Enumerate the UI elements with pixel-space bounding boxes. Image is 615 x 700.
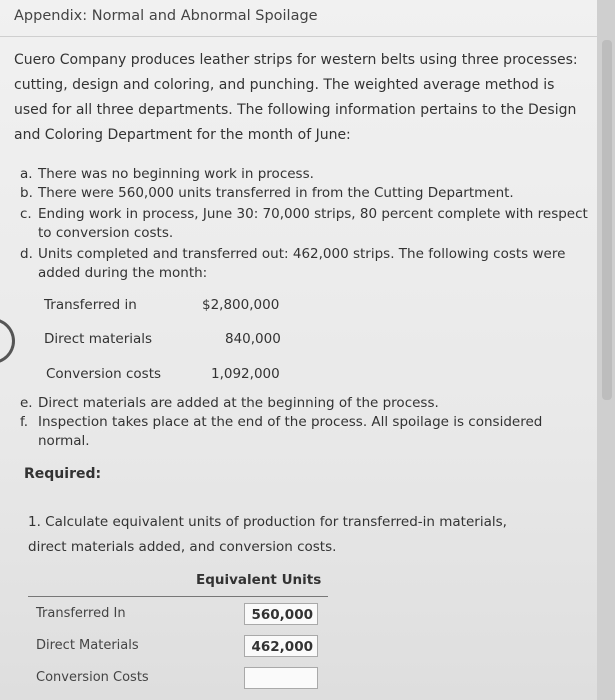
vertical-scrollbar[interactable] <box>597 0 615 700</box>
problem-intro: Cuero Company produces leather strips for western belts using three processes: cutting, design and coloring, and punching. The weighted average method is used for all three departments. The following information pertains to the Design and Coloring Department for the month of June: <box>14 52 578 143</box>
page-title: Appendix: Normal and Abnormal Spoilage <box>14 8 318 24</box>
eu-input-transferred-in[interactable] <box>244 603 318 625</box>
list-item-text: There was no beginning work in process. <box>38 166 314 182</box>
list-item-text: Units completed and transferred out: 462,000 strips. The following costs were added during the month: <box>38 246 566 281</box>
required-heading: Required: <box>24 466 102 482</box>
cost-value: $2,800,000 <box>202 297 280 313</box>
cost-label: Transferred in <box>44 297 137 313</box>
cost-row-conversion-costs <box>0 366 597 386</box>
equivalent-units-divider <box>28 596 328 597</box>
scrollbar-thumb[interactable] <box>602 40 612 400</box>
cost-row-transferred-in <box>0 297 597 317</box>
eu-input-conversion-costs[interactable] <box>244 667 318 689</box>
list-item-f <box>20 413 595 451</box>
list-item-text: Ending work in process, June 30: 70,000 strips, 80 percent complete with respect to conversion costs. <box>38 206 588 241</box>
list-item-e <box>20 394 595 413</box>
list-marker: f. <box>20 414 29 430</box>
eu-label-direct-materials: Direct Materials <box>36 638 139 653</box>
eu-label-conversion-costs: Conversion Costs <box>36 670 149 685</box>
list-item-a <box>20 165 595 184</box>
equivalent-units-header: Equivalent Units <box>196 572 322 588</box>
eu-input-direct-materials[interactable] <box>244 635 318 657</box>
list-item-d <box>20 245 595 283</box>
given-info-list <box>20 165 595 283</box>
cost-value: 840,000 <box>225 331 281 347</box>
list-marker: a. <box>20 166 33 182</box>
list-item-text: Direct materials are added at the beginning of the process. <box>38 395 439 411</box>
cost-label: Conversion costs <box>46 366 162 382</box>
cost-value: 1,092,000 <box>211 366 280 382</box>
list-item-c <box>20 205 595 243</box>
title-divider <box>0 36 597 37</box>
list-marker: b. <box>20 185 33 201</box>
list-marker: c. <box>20 206 32 222</box>
cost-row-direct-materials <box>0 331 597 351</box>
list-marker: d. <box>20 246 33 262</box>
list-marker: e. <box>20 395 33 411</box>
list-item-text: Inspection takes place at the end of the process. All spoilage is considered normal. <box>38 414 543 449</box>
question-1: 1. Calculate equivalent units of production for transferred-in materials, direct materials added, and conversion costs. <box>28 514 507 555</box>
given-info-list-continued <box>20 394 595 451</box>
cost-label: Direct materials <box>44 331 153 347</box>
list-item-text: There were 560,000 units transferred in from the Cutting Department. <box>38 185 514 201</box>
list-item-b <box>20 184 595 203</box>
eu-label-transferred-in: Transferred In <box>36 606 126 621</box>
